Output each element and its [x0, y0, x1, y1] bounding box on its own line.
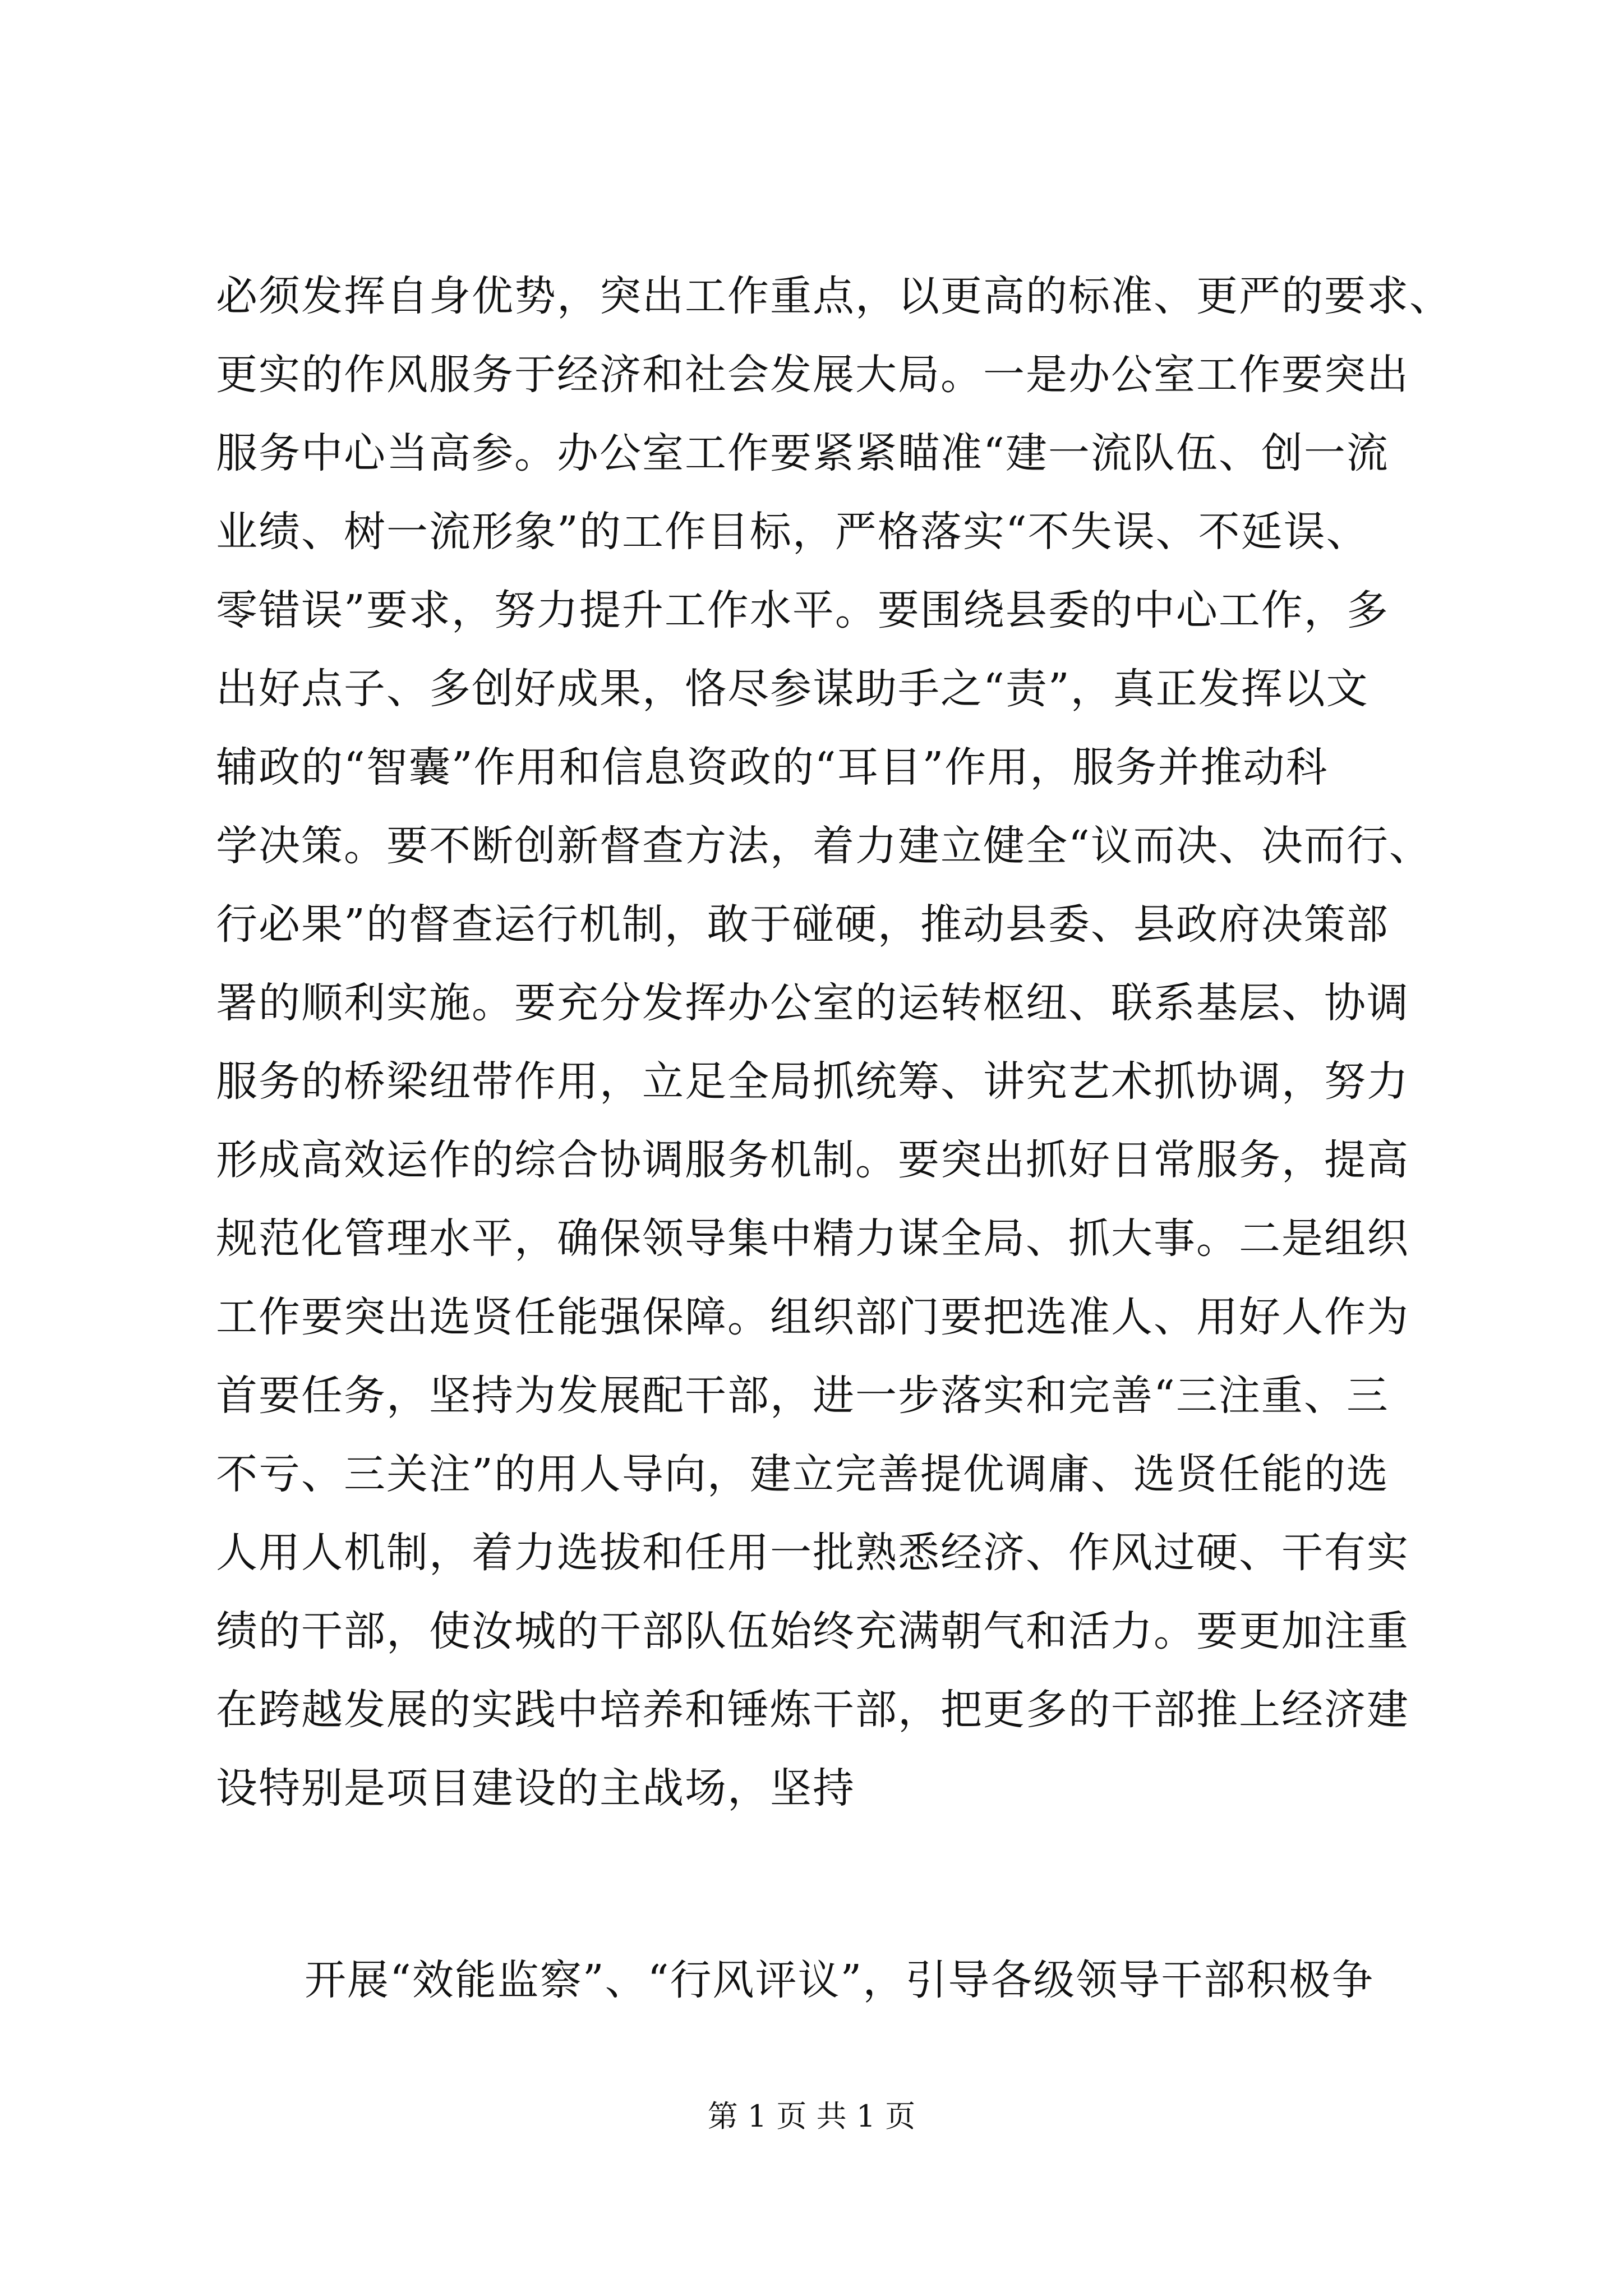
paragraph-1 [216, 257, 1452, 1828]
text-line: 服务中心当高参。办公室工作要紧紧瞄准“建一流队伍、创一流 [216, 429, 1389, 477]
text-line: 业绩、树一流形象”的工作目标，严格落实“不失误、不延误、 [216, 508, 1369, 556]
text-line: 必须发挥自身优势，突出工作重点，以更高的标准、更严的要求、 [216, 272, 1452, 320]
text-line: 绩的干部，使汝城的干部队伍始终充满朝气和活力。要更加注重 [216, 1607, 1409, 1655]
text-line: 出好点子、多创好成果，恪尽参谋助手之“责”，真正发挥以文 [216, 665, 1369, 713]
text-line: 行必果”的督查运行机制，敢于碰硬，推动县委、县政府决策部 [216, 900, 1389, 949]
text-line: 零错误”要求，努力提升工作水平。要围绕县委的中心工作，多 [216, 586, 1389, 634]
text-line: 服务的桥梁纽带作用，立足全局抓统筹、讲究艺术抓协调，努力 [216, 1057, 1409, 1106]
text-line: 首要任务，坚持为发展配干部，进一步落实和完善“三注重、三 [216, 1372, 1389, 1420]
text-line: 学决策。要不断创新督查方法，着力建立健全“议而决、决而行、 [216, 822, 1432, 870]
text-line: 工作要突出选贤任能强保障。组织部门要把选准人、用好人作为 [216, 1293, 1409, 1341]
page-number-label: 第 1 页 共 1 页 [707, 2099, 916, 2134]
paragraph-2 [216, 1941, 1433, 2019]
text-line: 不亏、三关注”的用人导向，建立完善提优调庸、选贤任能的选 [216, 1450, 1389, 1498]
text-line: 更实的作风服务于经济和社会发展大局。一是办公室工作要突出 [216, 351, 1409, 399]
text-line: 在跨越发展的实践中培养和锤炼干部，把更多的干部推上经济建 [216, 1686, 1409, 1734]
text-line: 辅政的“智囊”作用和信息资政的“耳目”作用，服务并推动科 [216, 743, 1329, 792]
text-line: 署的顺利实施。要充分发挥办公室的运转枢纽、联系基层、协调 [216, 979, 1409, 1027]
text-line: 规范化管理水平，确保领导集中精力谋全局、抓大事。二是组织 [216, 1214, 1409, 1263]
text-line: 人用人机制，着力选拔和任用一批熟悉经济、作风过硬、干有实 [216, 1529, 1409, 1577]
text-line: 形成高效运作的综合协调服务机制。要突出抓好日常服务，提高 [216, 1136, 1409, 1184]
page-footer [0, 2097, 1623, 2136]
text-line: 设特别是项目建设的主战场，坚持 [216, 1764, 855, 1812]
text-line: 开展“效能监察”、“行风评议”，引导各级领导干部积极争 [305, 1956, 1375, 2004]
